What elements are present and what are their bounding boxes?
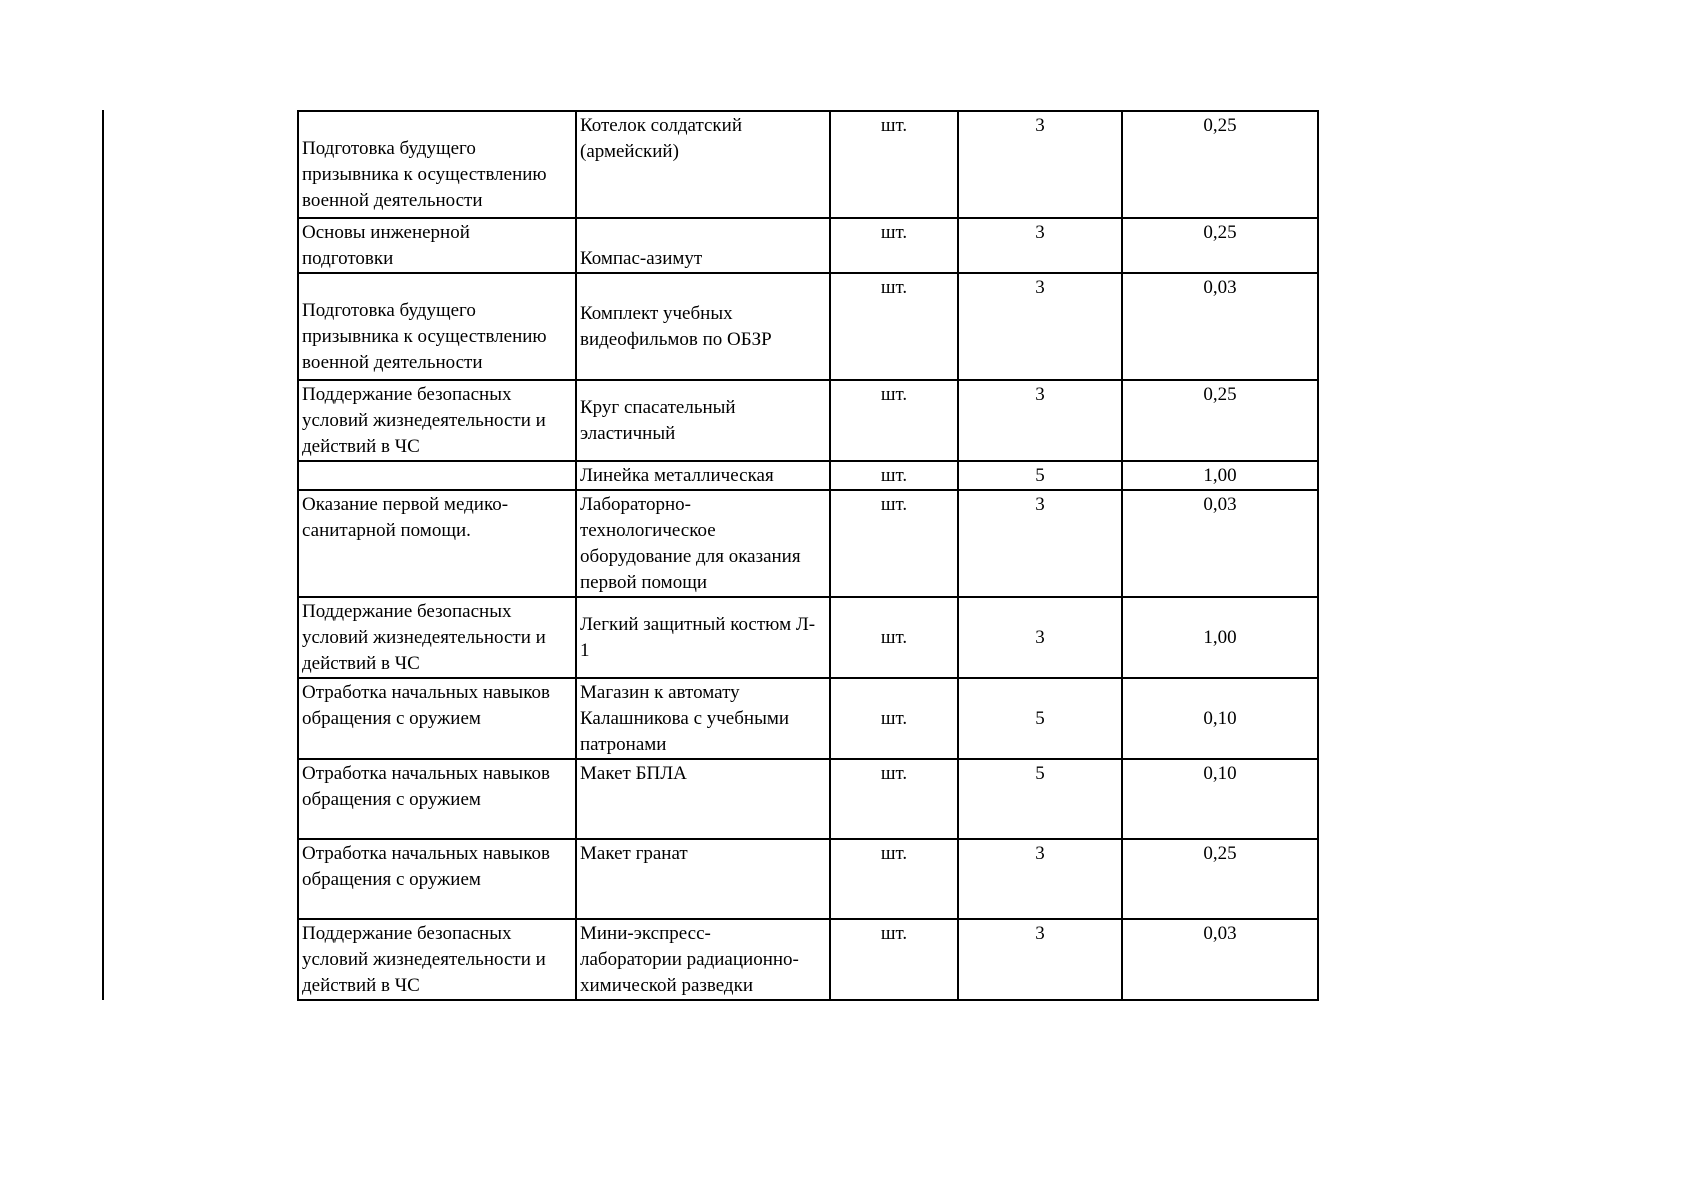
section-cell: Подготовка будущего призывника к осуществлению военной деятельности <box>298 111 576 218</box>
quantity-cell: 5 <box>958 678 1122 759</box>
coefficient-cell: 1,00 <box>1122 597 1318 678</box>
section-cell: Подготовка будущего призывника к осуществлению военной деятельности <box>298 273 576 380</box>
table-row <box>298 218 1318 273</box>
item-name-cell: Компас-азимут <box>576 218 830 273</box>
section-cell: Поддержание безопасных условий жизнедеятельности и действий в ЧС <box>298 597 576 678</box>
quantity-cell: 3 <box>958 490 1122 597</box>
item-name-cell: Линейка металлическая <box>576 461 830 490</box>
table-row <box>298 461 1318 490</box>
left-margin-rule <box>102 110 104 1000</box>
table-row <box>298 597 1318 678</box>
table-row <box>298 919 1318 1000</box>
section-cell: Отработка начальных навыков обращения с оружием <box>298 678 576 759</box>
quantity-cell: 3 <box>958 273 1122 380</box>
item-name-cell: Макет гранат <box>576 839 830 919</box>
quantity-cell: 3 <box>958 380 1122 461</box>
item-name-cell: Комплект учебных видеофильмов по ОБЗР <box>576 273 830 380</box>
item-name-cell: Магазин к автомату Калашникова с учебными патронами <box>576 678 830 759</box>
table-row <box>298 839 1318 919</box>
table-row <box>298 111 1318 218</box>
unit-cell: шт. <box>830 273 958 380</box>
section-cell: Отработка начальных навыков обращения с оружием <box>298 759 576 839</box>
unit-cell: шт. <box>830 218 958 273</box>
item-name-cell: Легкий защитный костюм Л- 1 <box>576 597 830 678</box>
quantity-cell: 3 <box>958 111 1122 218</box>
section-cell <box>298 461 576 490</box>
quantity-cell: 3 <box>958 839 1122 919</box>
item-name-cell: Круг спасательный эластичный <box>576 380 830 461</box>
quantity-cell: 3 <box>958 597 1122 678</box>
unit-cell: шт. <box>830 380 958 461</box>
coefficient-cell: 0,03 <box>1122 490 1318 597</box>
equipment-table <box>297 110 1319 1001</box>
item-name-cell: Макет БПЛА <box>576 759 830 839</box>
coefficient-cell: 0,10 <box>1122 678 1318 759</box>
unit-cell: шт. <box>830 111 958 218</box>
quantity-cell: 3 <box>958 919 1122 1000</box>
coefficient-cell: 0,25 <box>1122 111 1318 218</box>
section-cell: Оказание первой медико- санитарной помощи. <box>298 490 576 597</box>
table-row <box>298 273 1318 380</box>
item-name-cell: Лабораторно- технологическое оборудование для оказания первой помощи <box>576 490 830 597</box>
coefficient-cell: 0,03 <box>1122 273 1318 380</box>
unit-cell: шт. <box>830 597 958 678</box>
unit-cell: шт. <box>830 490 958 597</box>
table-row <box>298 490 1318 597</box>
coefficient-cell: 0,10 <box>1122 759 1318 839</box>
coefficient-cell: 0,25 <box>1122 839 1318 919</box>
table-row <box>298 759 1318 839</box>
unit-cell: шт. <box>830 678 958 759</box>
table-row <box>298 678 1318 759</box>
coefficient-cell: 1,00 <box>1122 461 1318 490</box>
coefficient-cell: 0,03 <box>1122 919 1318 1000</box>
coefficient-cell: 0,25 <box>1122 380 1318 461</box>
item-name-cell: Котелок солдатский (армейский) <box>576 111 830 218</box>
quantity-cell: 3 <box>958 218 1122 273</box>
section-cell: Поддержание безопасных условий жизнедеятельности и действий в ЧС <box>298 919 576 1000</box>
section-cell: Основы инженерной подготовки <box>298 218 576 273</box>
unit-cell: шт. <box>830 919 958 1000</box>
item-name-cell: Мини-экспресс- лаборатории радиационно- химической разведки <box>576 919 830 1000</box>
quantity-cell: 5 <box>958 759 1122 839</box>
table-row <box>298 380 1318 461</box>
section-cell: Отработка начальных навыков обращения с оружием <box>298 839 576 919</box>
unit-cell: шт. <box>830 759 958 839</box>
unit-cell: шт. <box>830 839 958 919</box>
quantity-cell: 5 <box>958 461 1122 490</box>
unit-cell: шт. <box>830 461 958 490</box>
coefficient-cell: 0,25 <box>1122 218 1318 273</box>
section-cell: Поддержание безопасных условий жизнедеятельности и действий в ЧС <box>298 380 576 461</box>
